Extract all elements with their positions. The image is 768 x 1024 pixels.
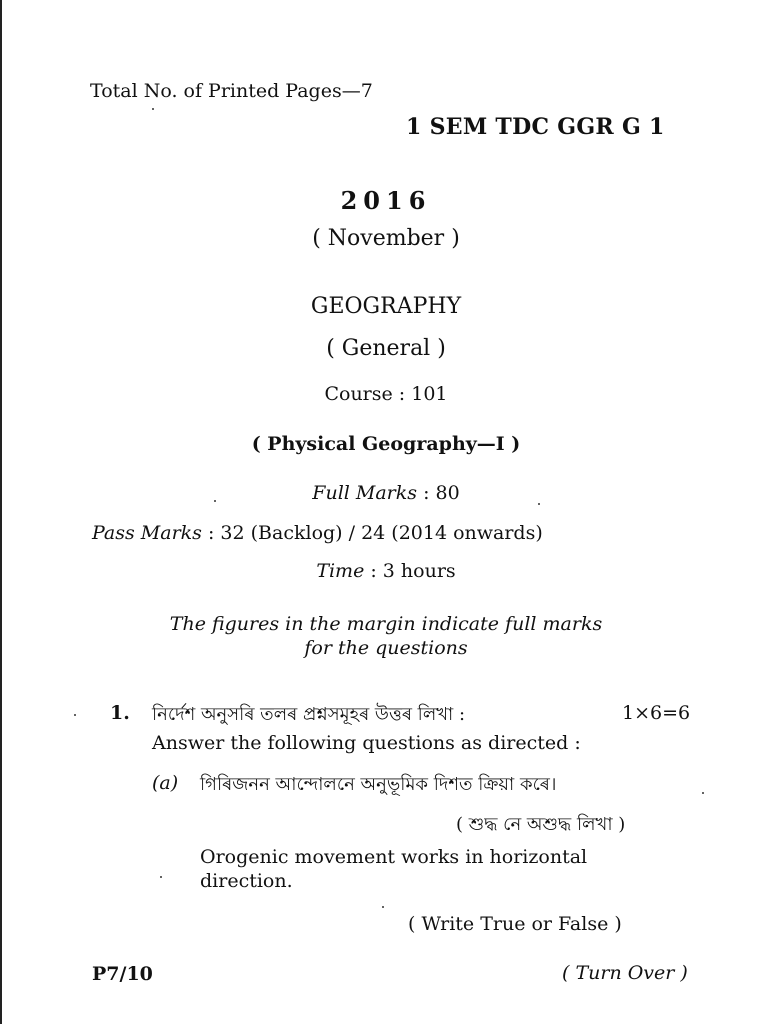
- scan-speck: [702, 792, 704, 794]
- exam-year: 2016: [340, 186, 432, 215]
- stream-label: ( General ): [326, 336, 446, 361]
- instruction-line-1: The figures in the margin indicate full marks: [169, 613, 603, 635]
- full-marks-value: : 80: [417, 482, 460, 504]
- scan-speck: [160, 876, 162, 878]
- subquestion-assamese-note: ( শুদ্ধ নে অশুদ্ধ লিখা ): [456, 814, 626, 835]
- question-english-text: Answer the following questions as directed :: [152, 732, 581, 754]
- paper-title: ( Physical Geography—I ): [251, 433, 521, 455]
- exam-time: [2, 560, 768, 582]
- course-number: Course : 101: [324, 383, 448, 405]
- scan-speck: [152, 108, 154, 110]
- pass-marks-value: : 32 (Backlog) / 24 (2014 onwards): [201, 522, 543, 544]
- subject-title: GEOGRAPHY: [310, 294, 462, 319]
- subquestion-label: (a): [152, 772, 179, 794]
- time-label: Time: [316, 560, 365, 582]
- turn-over-label: ( Turn Over ): [562, 962, 688, 984]
- exam-month: ( November ): [312, 226, 460, 251]
- scan-speck: [214, 500, 216, 502]
- pass-marks: [92, 522, 543, 544]
- subquestion-assamese-text: গিৰিজনন আন্দোলনে অনুভূমিক দিশত ক্ৰিয়া কৰে।: [200, 774, 557, 795]
- question-assamese-text: নিৰ্দেশ অনুসৰি তলৰ প্ৰশ্নসমূহৰ উত্তৰ লিখা :: [152, 704, 466, 725]
- footer-code: P7/10: [92, 963, 153, 985]
- paper-code: 1 SEM TDC GGR G 1: [406, 114, 665, 140]
- full-marks: [2, 482, 768, 504]
- full-marks-label: Full Marks: [312, 482, 418, 504]
- instruction-line-2: for the questions: [304, 637, 468, 659]
- subquestion-english-note: ( Write True or False ): [408, 913, 622, 935]
- scan-speck: [538, 503, 540, 505]
- time-value: : 3 hours: [364, 560, 456, 582]
- question-number: 1.: [110, 702, 130, 724]
- pass-marks-label: Pass Marks: [92, 522, 202, 544]
- scan-speck: [382, 906, 384, 908]
- scan-speck: [74, 714, 76, 716]
- question-marks: 1×6=6: [622, 702, 691, 724]
- instruction: [2, 612, 768, 660]
- subquestion-statement: Orogenic movement works in horizontal direction.: [200, 846, 588, 892]
- printed-pages: Total No. of Printed Pages—7: [90, 80, 373, 102]
